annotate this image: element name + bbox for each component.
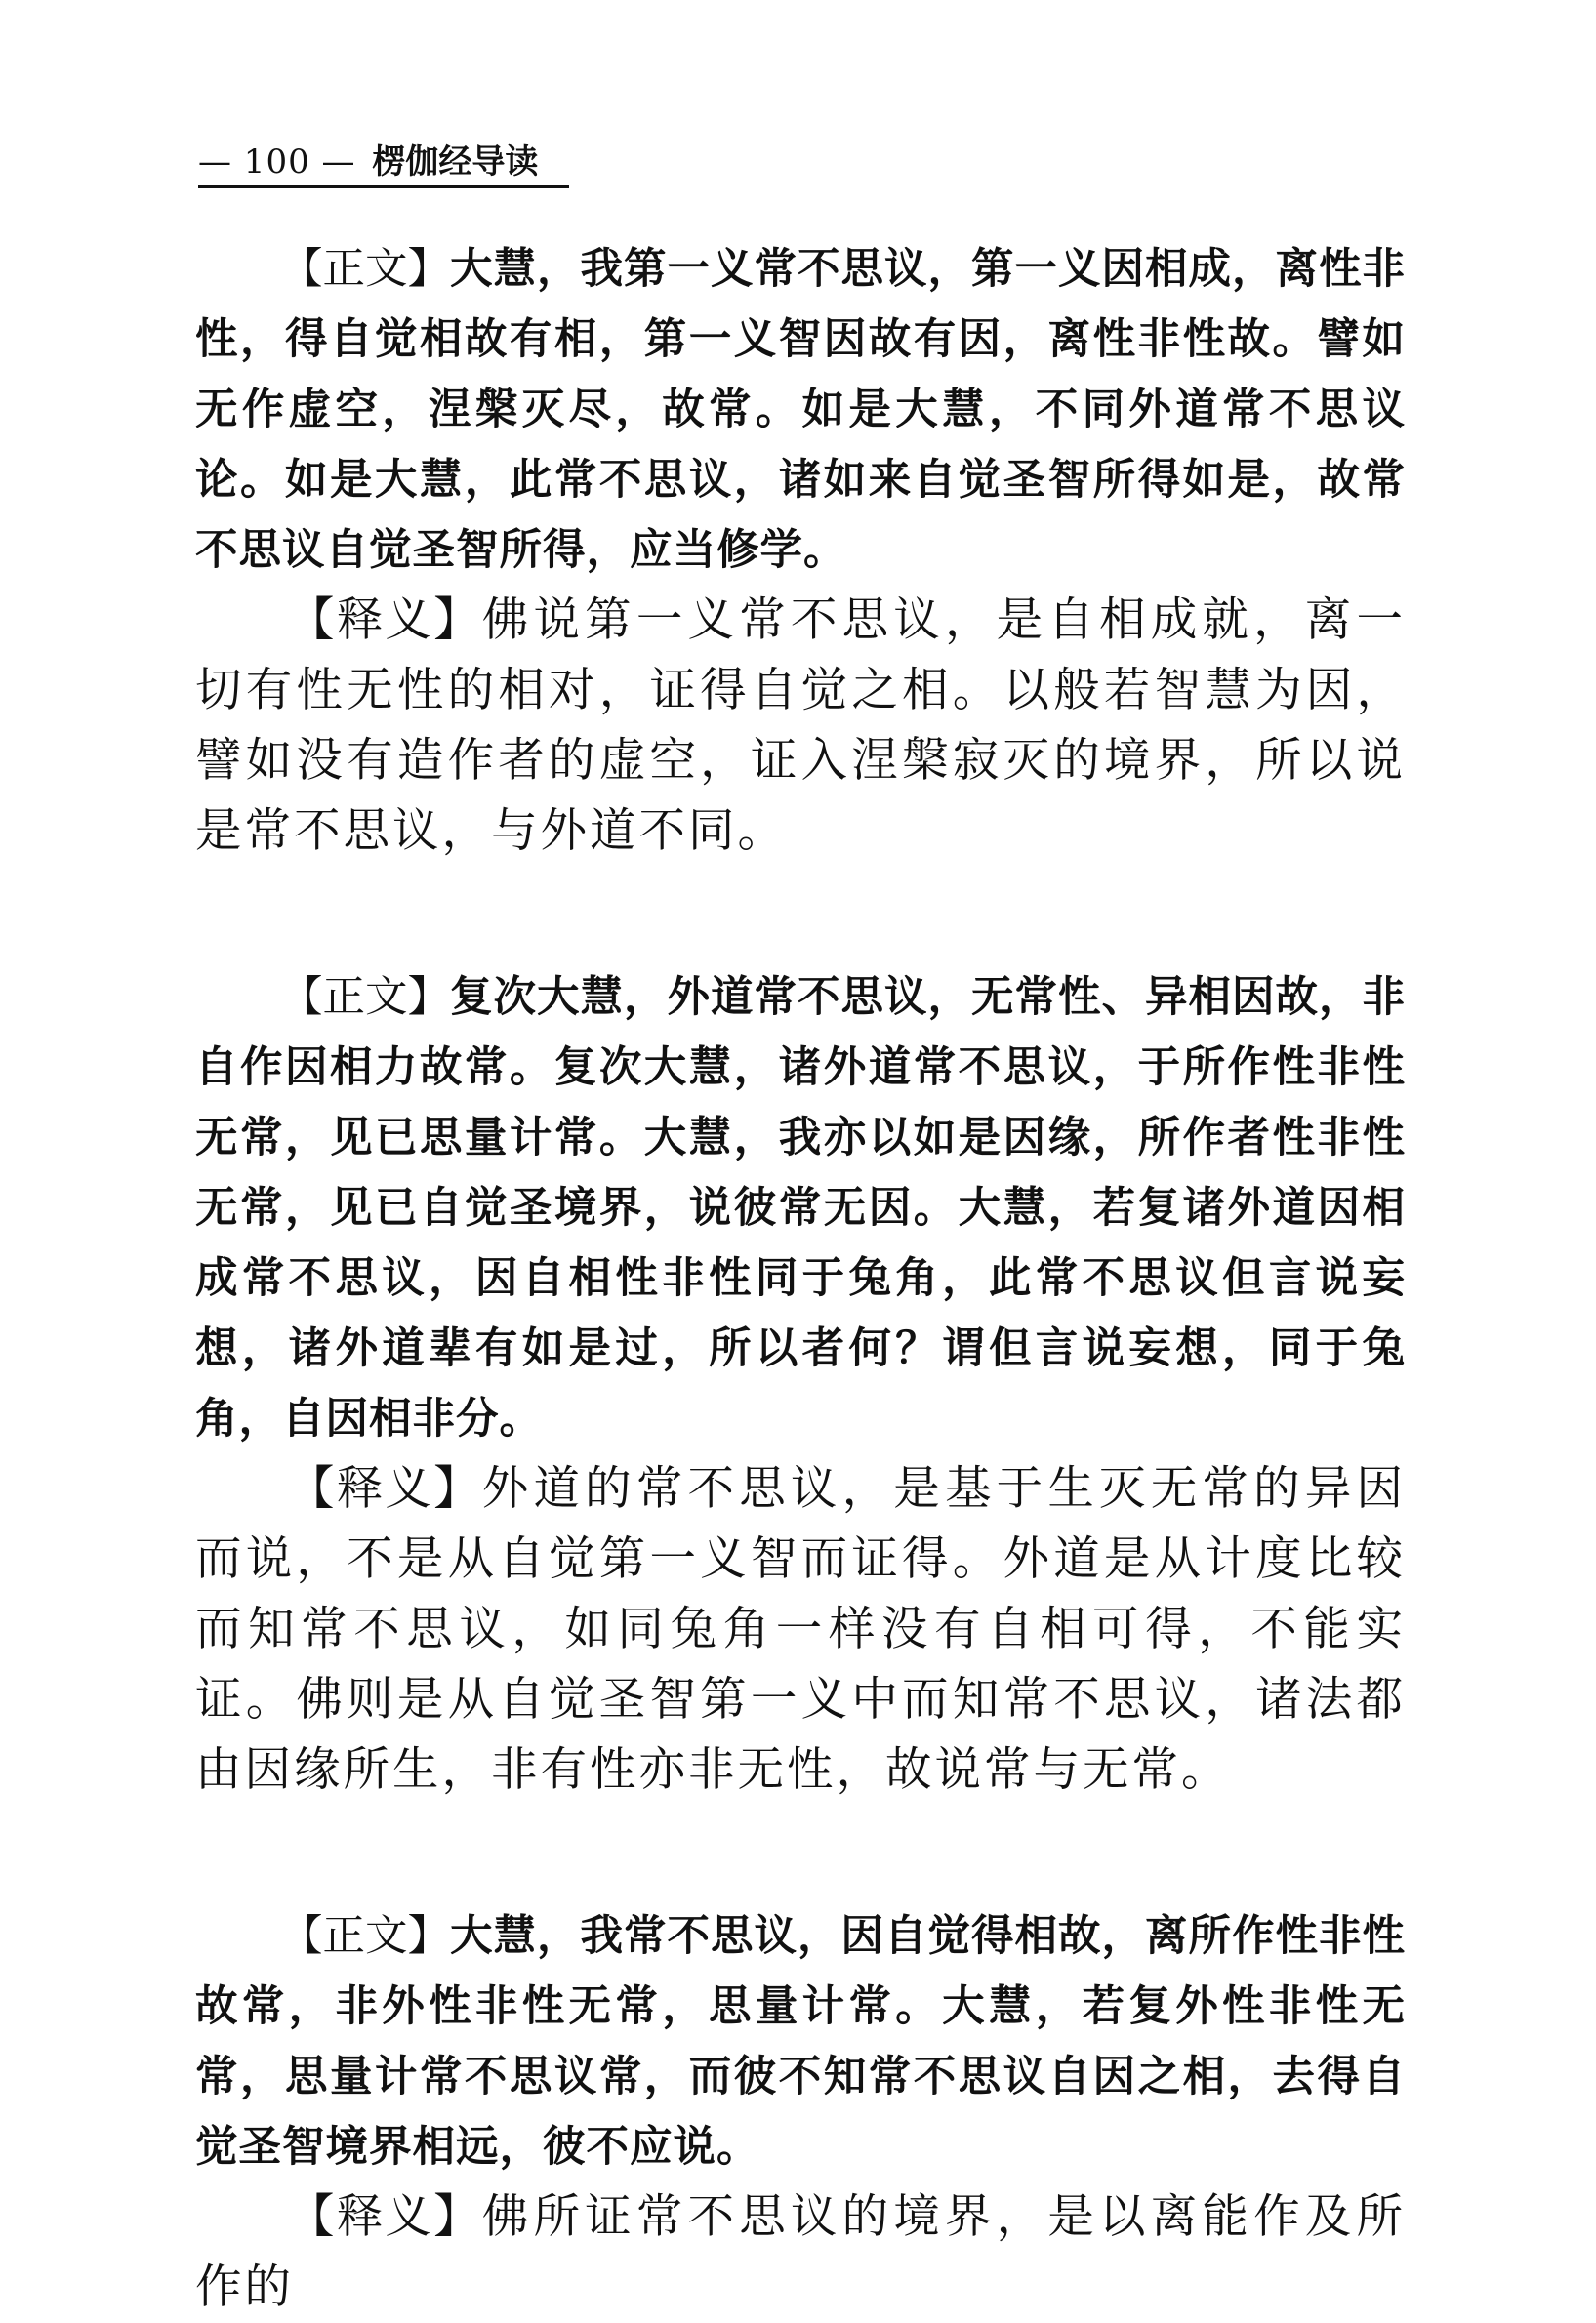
main-text-label: 【正文】: [280, 245, 450, 294]
main-text-paragraph-1: [195, 234, 1406, 586]
main-text-paragraph-3: [195, 1901, 1406, 2182]
main-text: 复次大慧，外道常不思议，无常性、异相因故，非自作因相力故常。复次大慧，诸外道常不思议，于所作性非性无常，见已思量计常。大慧，我亦以如是因缘，所作者性非性无常，见已自觉圣境界，说彼常无因。大慧，若复诸外道因相成常不思议，因自相性非性同于兔角，此常不思议但言说妄想，诸外道辈有如是过，所以者何？谓但言说妄想，同于兔角，自因相非分。: [195, 973, 1406, 1444]
explanation-text: 佛所证常不思议的境界，是以离能作及所作的: [195, 2190, 1407, 2314]
main-text: 大慧，我常不思议，因自觉得相故，离所作性非性故常，非外性非性无常，思量计常。大慧，若复外性非性无常，思量计常不思议常，而彼不知常不思议自因之相，去得自觉圣智境界相远，彼不应说。: [195, 1912, 1406, 2172]
explanation-label: 【释义】: [288, 593, 482, 647]
main-text-label: 【正文】: [280, 1912, 450, 1961]
explanation-paragraph-1: [195, 586, 1406, 867]
explanation-paragraph-2: [195, 1454, 1406, 1806]
main-text-label: 【正文】: [280, 973, 450, 1022]
book-title: 楞伽经导读: [372, 143, 539, 182]
section-gap: [195, 1806, 1406, 1901]
explanation-label: 【释义】: [288, 2190, 482, 2244]
main-text-paragraph-2: [195, 962, 1406, 1454]
section-gap: [195, 867, 1406, 962]
explanation-paragraph-3: [195, 2182, 1406, 2323]
page-number: — 100 —: [198, 143, 356, 182]
running-header: [198, 141, 538, 183]
explanation-label: 【释义】: [288, 1462, 482, 1516]
page-body: [195, 234, 1406, 2323]
explanation-text: 外道的常不思议，是基于生灭无常的异因而说，不是从自觉第一义智而证得。外道是从计度比较而知常不思议，如同兔角一样没有自相可得，不能实证。佛则是从自觉圣智第一义中而知常不思议，诸法都由因缘所生，非有性亦非无性，故说常与无常。: [195, 1462, 1407, 1797]
main-text: 大慧，我第一义常不思议，第一义因相成，离性非性，得自觉相故有相，第一义智因故有因，离性非性故。譬如无作虚空，涅槃灭尽，故常。如是大慧，不同外道常不思议论。如是大慧，此常不思议，诸如来自觉圣智所得如是，故常不思议自觉圣智所得，应当修学。: [195, 245, 1406, 575]
explanation-text: 佛说第一义常不思议，是自相成就，离一切有性无性的相对，证得自觉之相。以般若智慧为因，譬如没有造作者的虚空，证入涅槃寂灭的境界，所以说是常不思议，与外道不同。: [195, 593, 1407, 858]
header-rule: [198, 185, 569, 188]
